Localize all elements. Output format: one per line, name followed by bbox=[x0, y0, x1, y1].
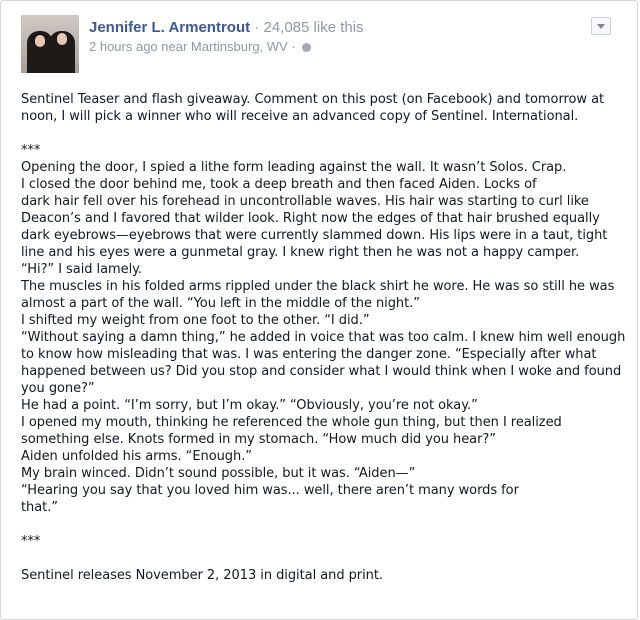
text-line: something else. Knots formed in my stomach. “How much did you hear?” bbox=[21, 432, 496, 447]
text-line: “Without saying a damn thing,” he added in voice that was too calm. I knew him well enough bbox=[21, 330, 626, 345]
avatar-face-left bbox=[35, 35, 45, 47]
text-line: to know how misleading that was. I was entering the danger zone. “Especially after what bbox=[21, 347, 597, 362]
chevron-down-icon[interactable] bbox=[591, 17, 611, 35]
text-line: dark eyebrows—eyebrows that were currently slammed down. His lips were in a taut, tight bbox=[21, 228, 608, 243]
text-line: line and his eyes were a gunmetal gray. I knew right then he was not a happy camper. bbox=[21, 245, 580, 260]
text-line: “Hi?” I said lamely. bbox=[21, 262, 143, 277]
text-line: Aiden unfolded his arms. “Enough.” bbox=[21, 449, 252, 464]
author-name[interactable]: Jennifer L. Armentrout bbox=[89, 19, 251, 36]
avatar[interactable] bbox=[21, 15, 79, 73]
text-line: happened between us? Did you stop and consider what I would think when I woke and found bbox=[21, 364, 622, 379]
post-body bbox=[21, 91, 626, 584]
separator-dot: · bbox=[254, 19, 260, 36]
text-line: My brain winced. Didn’t sound possible, but it was. “Aiden—” bbox=[21, 466, 416, 481]
text-line: Deacon’s and I favored that wilder look. Right now the edges of that hair brushed equally bbox=[21, 211, 600, 226]
spacer bbox=[21, 550, 621, 567]
section-divider: *** bbox=[21, 143, 41, 158]
excerpt bbox=[21, 159, 626, 516]
text-line: I shifted my weight from one foot to the other. “I did.” bbox=[21, 313, 370, 328]
text-line: I closed the door behind me, took a deep breath and then faced Aiden. Locks of bbox=[21, 177, 537, 192]
text-line: you gone?” bbox=[21, 381, 95, 396]
text-line: almost a part of the wall. “You left in the middle of the night.” bbox=[21, 296, 420, 311]
post-meta bbox=[89, 39, 311, 55]
globe-icon[interactable] bbox=[302, 43, 311, 52]
text-line: “Hearing you say that you loved him was... well, there aren’t many words for bbox=[21, 483, 519, 498]
timestamp[interactable]: 2 hours ago near Martinsburg, WV · bbox=[89, 39, 296, 54]
text-line: He had a point. “I’m sorry, but I’m okay.” “Obviously, you’re not okay.” bbox=[21, 398, 478, 413]
spacer bbox=[21, 516, 621, 533]
section-divider-end: *** bbox=[21, 534, 41, 549]
text-line: I opened my mouth, thinking he referenced the whole gun thing, but then I realized bbox=[21, 415, 562, 430]
closing-line: Sentinel releases November 2, 2013 in digital and print. bbox=[21, 568, 383, 583]
text-line: noon, I will pick a winner who will receive an advanced copy of Sentinel. International. bbox=[21, 109, 579, 124]
text-line: dark hair fell over his forehead in uncontrollable waves. His hair was starting to curl like bbox=[21, 194, 589, 209]
like-count[interactable]: 24,085 like this bbox=[263, 19, 364, 36]
intro-paragraph bbox=[21, 91, 621, 125]
text-line: Opening the door, I spied a lithe form leading against the wall. It wasn’t Solos. Crap. bbox=[21, 160, 567, 175]
avatar-face-right bbox=[57, 33, 67, 45]
text-line: that.” bbox=[21, 500, 58, 515]
post-header bbox=[21, 15, 621, 75]
text-line: Sentinel Teaser and flash giveaway. Comment on this post (on Facebook) and tomorrow at bbox=[21, 92, 605, 107]
author-line bbox=[89, 19, 364, 37]
text-line: The muscles in his folded arms rippled under the black shirt he wore. He was so still he was bbox=[21, 279, 615, 294]
